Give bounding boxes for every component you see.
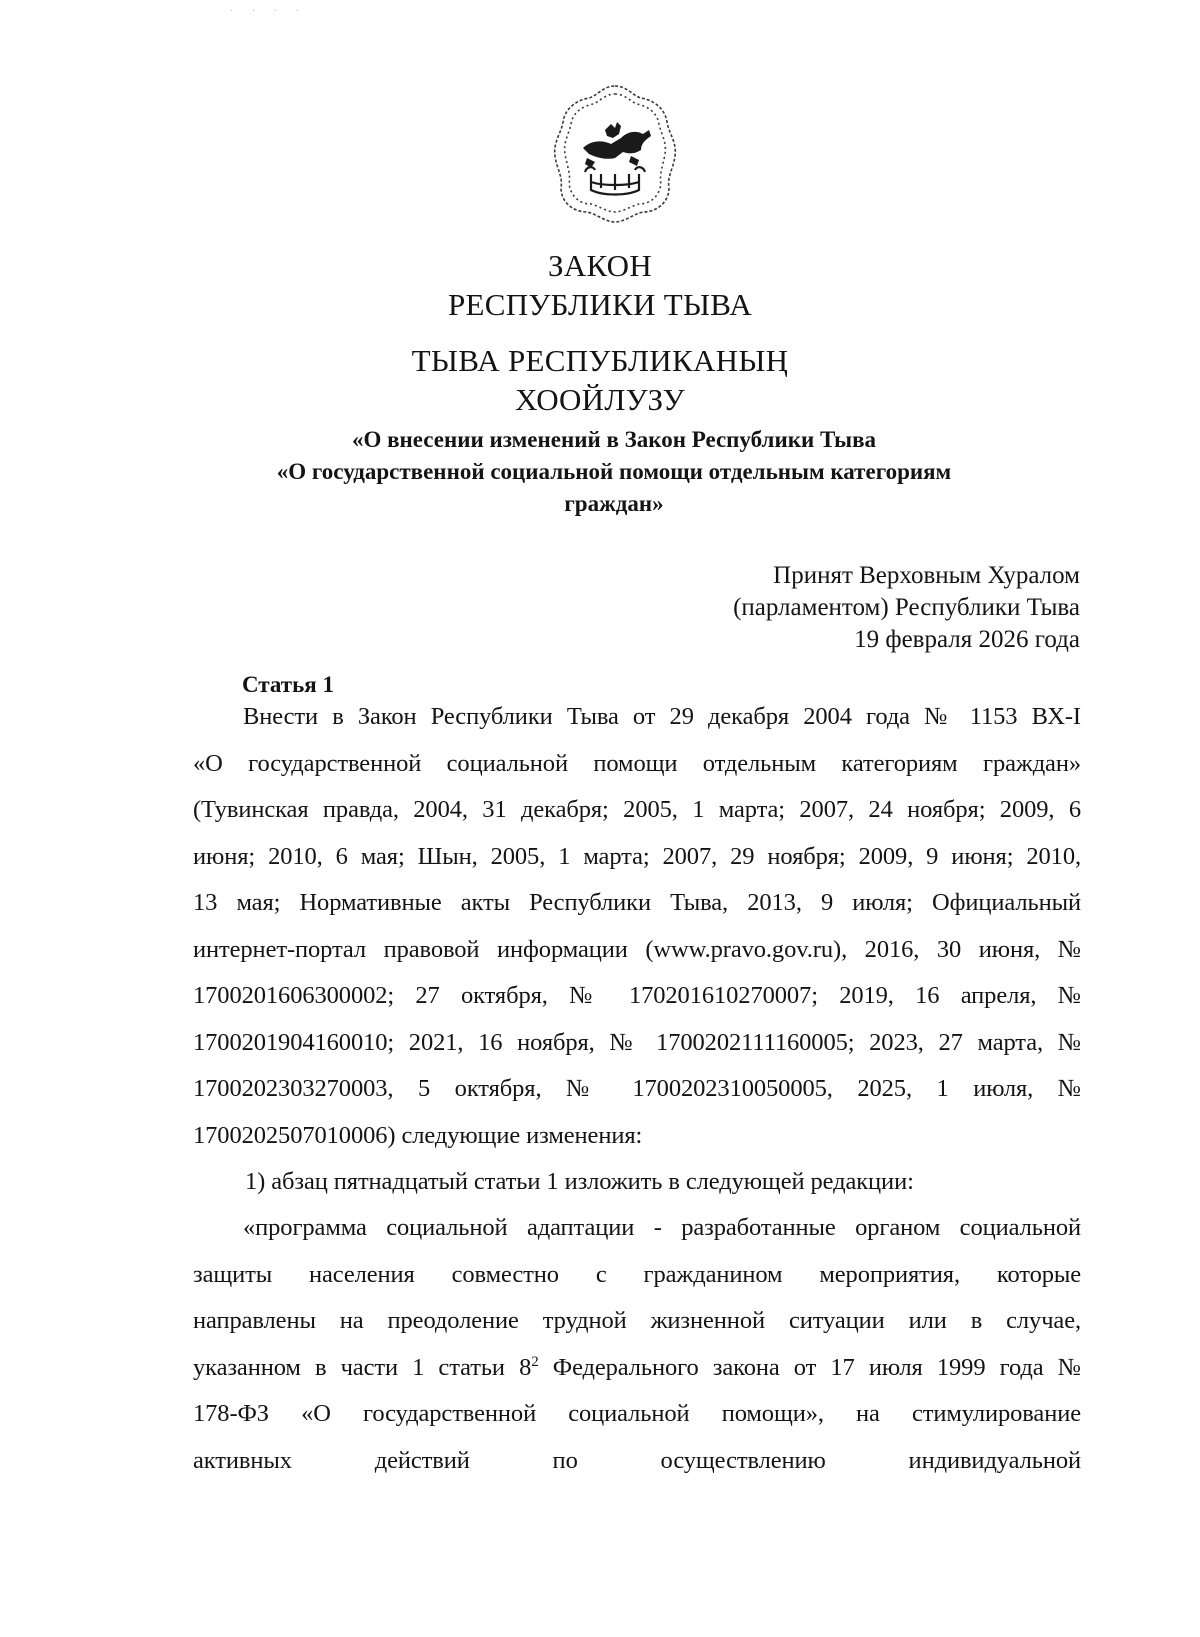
quote-line: 178-ФЗ «О государственной социальной помощи», на стимулирование: [193, 1400, 1081, 1427]
law-title-tuvan: [0, 341, 1200, 419]
quote-line: активных действий по осуществлению индивидуальной: [193, 1446, 1081, 1474]
article-heading: Статья 1: [242, 672, 334, 697]
scan-specks: · · · ·: [230, 6, 307, 17]
quote-line: [193, 1345, 1081, 1392]
adoption-line-1: Принят Верховным Хуралом: [773, 562, 1080, 589]
title-line-1: ЗАКОН: [547, 248, 653, 283]
article-quote: [193, 1205, 1081, 1484]
paragraph-line: 1700201904160010; 2021, 16 ноября, № 1700202111160005; 2023, 27 марта, №: [193, 1028, 1081, 1056]
quote-line: защиты населения совместно с гражданином мероприятия, которые: [193, 1260, 1081, 1288]
article-item-1: [193, 1159, 1081, 1206]
law-title: [0, 246, 1200, 324]
tuva-emblem-icon: [545, 78, 685, 228]
adoption-date: 19 февраля 2026 года: [854, 626, 1080, 653]
title-tuvan-line-2: ХООЙЛУЗУ: [515, 382, 685, 417]
paragraph-line: июня; 2010, 6 мая; Шын, 2005, 1 марта; 2007, 29 ноября; 2009, 9 июня; 2010,: [193, 842, 1081, 870]
paragraph-line: 1700202303270003, 5 октября, № 1700202310050005, 2025, 1 июля, №: [193, 1075, 1081, 1102]
paragraph-line: «О государственной социальной помощи отдельным категориям граждан»: [193, 749, 1081, 777]
title-tuvan-line-1: ТЫВА РЕСПУБЛИКАНЫҢ: [411, 343, 789, 378]
item-line: 1) абзац пятнадцатый статьи 1 изложить в следующей редакции:: [245, 1168, 914, 1195]
paragraph-line: интернет-портал правовой информации (www.pravo.gov.ru), 2016, 30 июня, №: [193, 935, 1081, 963]
paragraph-line: 13 мая; Нормативные акты Республики Тыва, 2013, 9 июля; Официальный: [193, 889, 1081, 916]
quote-line-part: Федерального закона от 17 июля 1999 года №: [538, 1353, 1081, 1381]
superscript-number: 2: [531, 1353, 539, 1370]
adoption-line-2: (парламентом) Республики Тыва: [733, 594, 1080, 621]
quote-line: «программа социальной адаптации - разработанные органом социальной: [243, 1214, 1081, 1241]
quote-line-part: указанном в части 1 статьи 8: [193, 1353, 532, 1381]
paragraph-line: (Тувинская правда, 2004, 31 декабря; 2005, 1 марта; 2007, 24 ноября; 2009, 6: [193, 796, 1081, 823]
paragraph-line: Внести в Закон Республики Тыва от 29 декабря 2004 года № 1153 ВХ-I: [243, 703, 1081, 730]
paragraph-line: 1700202507010006) следующие изменения:: [193, 1121, 643, 1149]
adoption-note: [733, 560, 1080, 656]
quote-line: направлены на преодоление трудной жизненной ситуации или в случае,: [193, 1307, 1081, 1334]
title-line-2: РЕСПУБЛИКИ ТЫВА: [447, 287, 753, 322]
subtitle-line-1: «О внесении изменений в Закон Республики Тыва: [351, 427, 877, 452]
subtitle-line-2: «О государственной социальной помощи отдельным категориям: [276, 459, 952, 484]
law-subtitle: [14, 424, 1200, 520]
subtitle-line-3: граждан»: [564, 491, 664, 516]
article-paragraph-1: [193, 694, 1081, 1159]
paragraph-line: 1700201606300002; 27 октября, № 170201610270007; 2019, 16 апреля, №: [193, 982, 1081, 1009]
